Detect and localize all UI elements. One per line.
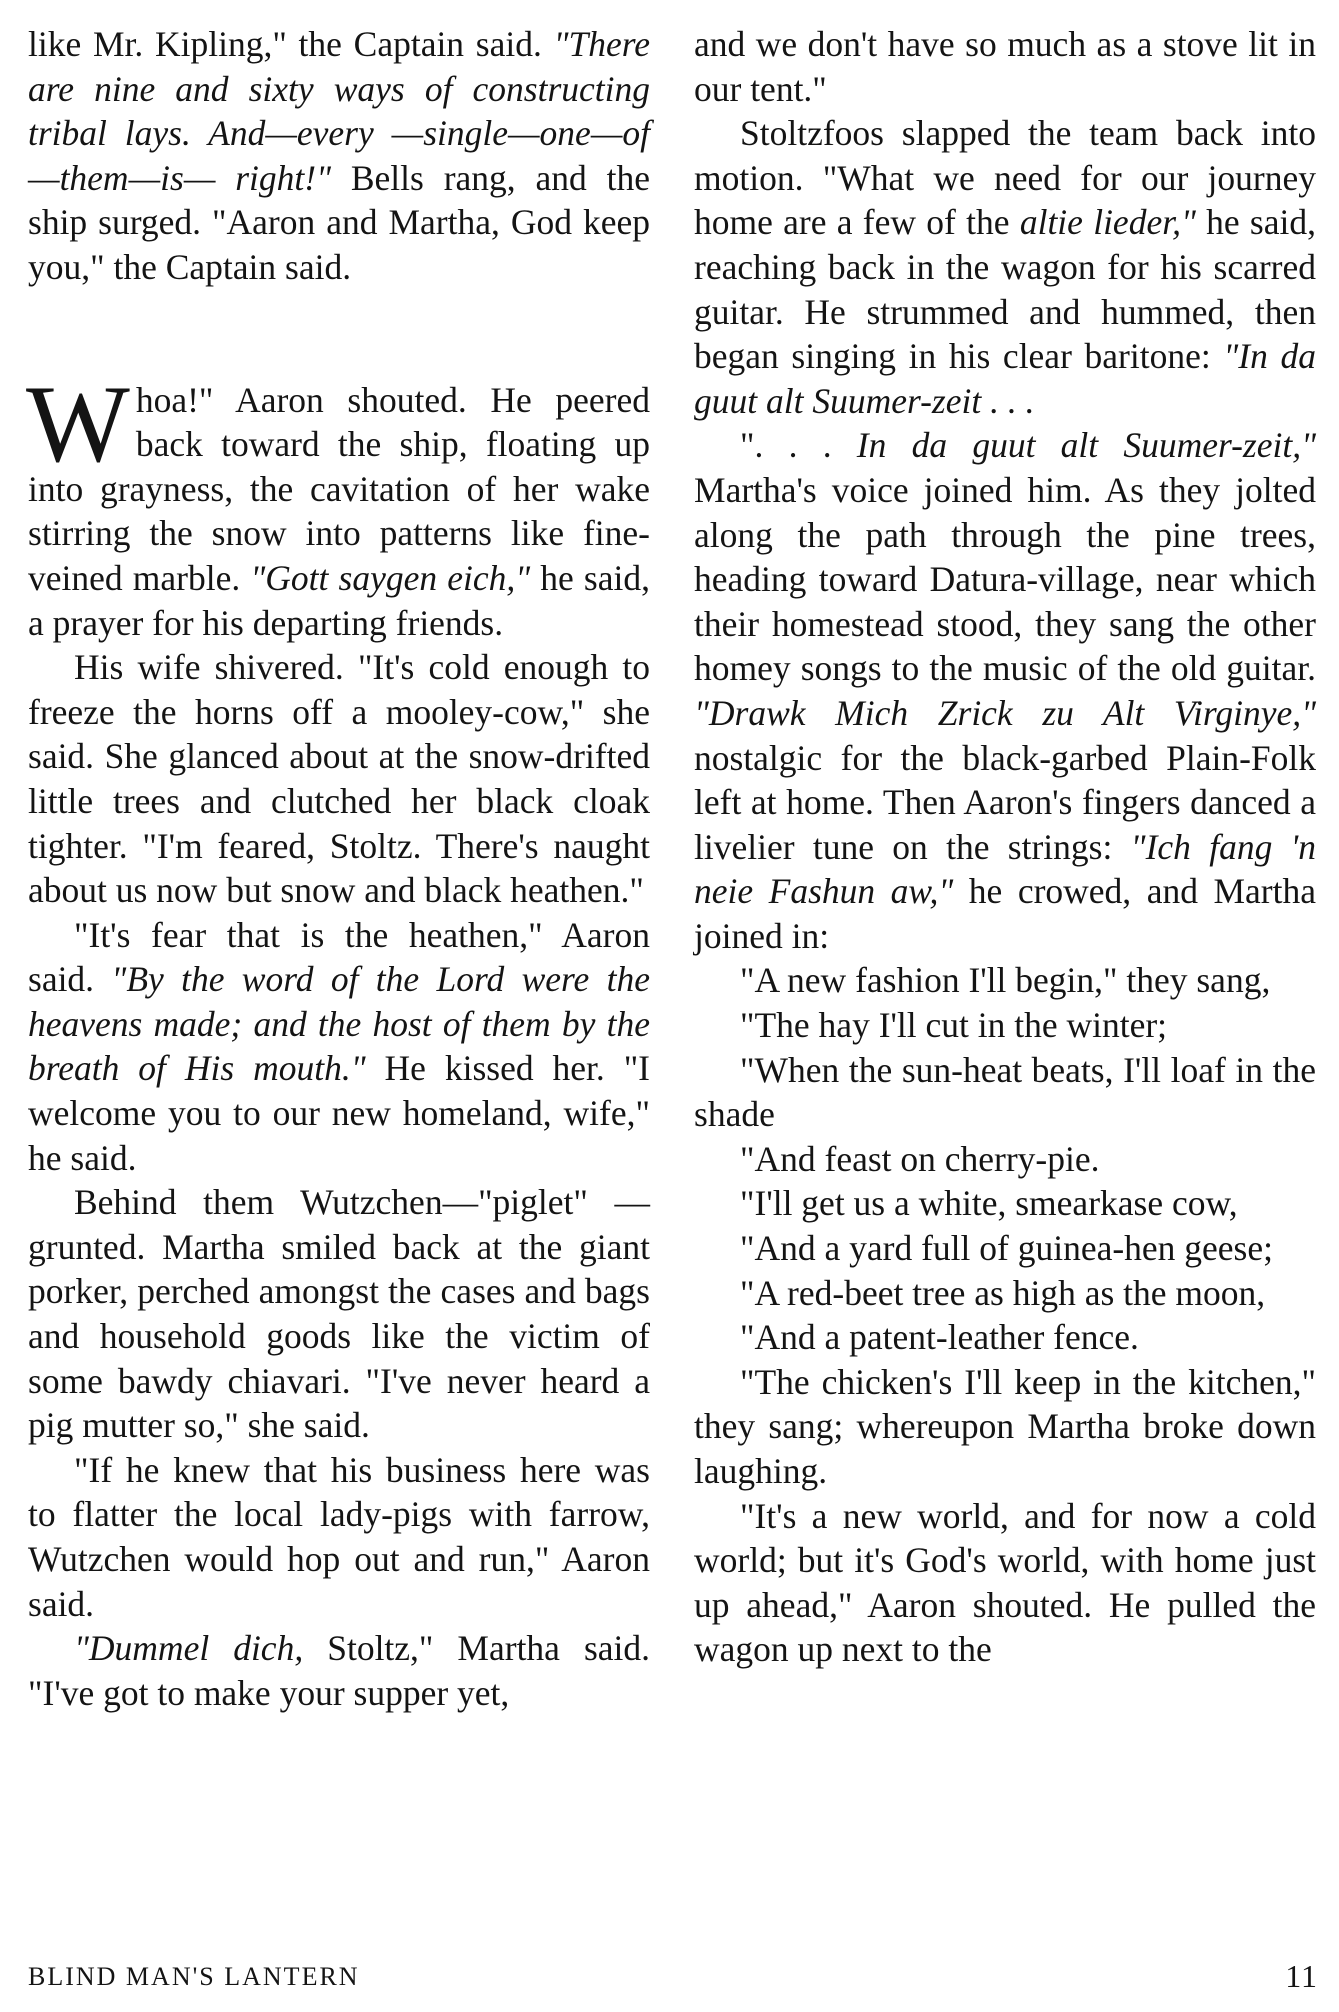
italic-run: "There are nine and sixty ways of constructing tribal lays. And—every —single—one—of—them—is— right!" [28, 24, 650, 198]
text-run: Bells rang, and the ship surged. "Aaron and Martha, God keep you," the Captain said. [28, 157, 650, 287]
paragraph-stove: and we don't have so much as a stove lit in our tent." [694, 24, 1316, 109]
page-number: 11 [1285, 1958, 1318, 1994]
paragraph-stoltzfoos [694, 111, 1316, 423]
left-column [28, 22, 650, 1715]
song-line: "I'll get us a white, smearkase cow, [740, 1183, 1238, 1224]
italic-run: altie lieder," [1019, 202, 1196, 243]
paragraph-martha-voice [694, 423, 1316, 958]
paragraph-new-world: "It's a new world, and for now a cold world; but it's God's world, with home just up ahead," Aaron shouted. He pulled the wagon up next to the [694, 1495, 1316, 1670]
song-line: "The chicken's I'll keep in the kitchen," they sang; whereupon Martha broke down laughing. [694, 1361, 1316, 1491]
song-line: "When the sun-heat beats, I'll loaf in the shade [694, 1049, 1316, 1135]
text-run: he crowed, and Martha joined in: [694, 871, 1317, 956]
italic-run: In da guut alt Suumer-zeit," [856, 425, 1317, 466]
song-line: "A new fashion I'll begin," they sang, [740, 960, 1271, 1001]
drop-cap: W [26, 362, 130, 485]
text-run: Stoltz," Martha said. "I've got to make your supper yet, [28, 1628, 651, 1713]
song-line: "And a yard full of guinea-hen geese; [740, 1228, 1273, 1269]
paragraph-wife: His wife shivered. "It's cold enough to freeze the horns off a mooley-cow," she said. She glanced about at the snow-drifted little trees and clutched her black cloak tighter. "I'm feared, Stoltz. There's naught about us now but snow and black heathen." [28, 647, 650, 911]
song-line: "A red-beet tree as high as the moon, [740, 1272, 1266, 1313]
italic-run: "Drawk Mich Zrick zu Alt Virginye," [694, 692, 1316, 733]
text-run: like Mr. Kipling," the Captain said. [28, 24, 554, 64]
text-run: hoa!" Aaron shouted. He peered back toward the ship, floating up into grayness, the cavitation of her wake stirring the snow into patterns like fine-veined marble. [28, 379, 650, 598]
song-line: "And feast on cherry-pie. [740, 1138, 1100, 1179]
text-run: nostalgic for the black-garbed Plain-Folk left at home. Then Aaron's fingers danced a livelier tune on the strings: [694, 737, 1316, 867]
paragraph-dummel [28, 1626, 650, 1715]
paragraph-fear [28, 913, 650, 1181]
song-line: "And a patent-leather fence. [740, 1317, 1139, 1358]
text-run: Stoltzfoos slapped the team back into motion. "What we need for our journey home are a few of the [694, 113, 1316, 243]
italic-run: "By the word of the Lord were the heavens made; and the host of them by the breath of His mouth." [28, 959, 650, 1089]
italic-run: "In da guut alt Suumer-zeit . . . [694, 336, 1316, 421]
paragraph-captain [28, 22, 650, 290]
italic-run: "Dummel dich, [74, 1628, 304, 1669]
text-run: Martha's voice joined him. As they jolted along the path through the pine trees, heading toward Datura-village, near which their homestead stood, they sang the other homey songs to the music of the old guitar. [694, 469, 1316, 689]
running-title: BLIND MAN'S LANTERN [28, 1962, 360, 1991]
paragraph-business: "If he knew that his business here was to flatter the local lady-pigs with farrow, Wutzchen would hop out and run," Aaron said. [28, 1449, 650, 1624]
paragraph-wutzchen: Behind them Wutzchen—"piglet" —grunted. Martha smiled back at the giant porker, perched amongst the cases and bags and household goods like the victim of some bawdy chiavari. "I've never heard a pig mutter so," she said. [28, 1182, 650, 1446]
text-run: he said, a prayer for his departing friends. [28, 557, 650, 643]
song-line: "The hay I'll cut in the winter; [740, 1005, 1168, 1046]
italic-run: "Ich fang 'n neie Fashun aw," [694, 826, 1316, 912]
text-run: he said, reaching back in the wagon for his scarred guitar. He strummed and hummed, then began singing in his clear baritone: [694, 202, 1316, 377]
text-run: "It's fear that is the heathen," Aaron said. [28, 914, 650, 1000]
text-run: ". . . [740, 425, 857, 466]
italic-run: "Gott saygen eich," [250, 557, 531, 598]
right-column [694, 22, 1316, 1672]
paragraph-whoa [26, 362, 650, 646]
text-run: He kissed her. "I welcome you to our new homeland, wife," he said. [28, 1048, 651, 1178]
